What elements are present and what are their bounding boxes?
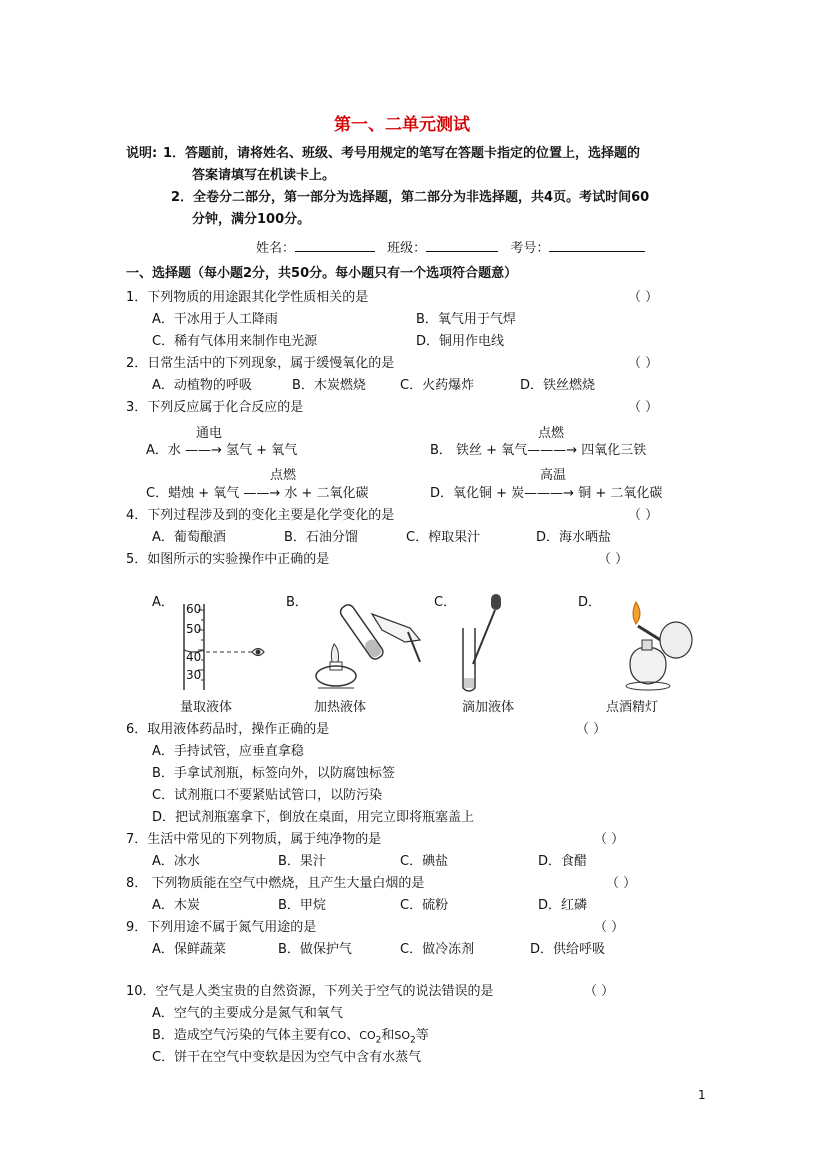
q1-option-c: C．稀有气体用来制作电光源	[152, 334, 318, 349]
q3-option-c: C．蜡烛 + 氧气 ——→ 水 + 二氧化碳	[146, 486, 369, 501]
q1-option-b: B．氧气用于气焊	[416, 312, 516, 327]
q3-d-condition: 高温	[540, 468, 567, 483]
q8-option-a: A．木炭	[152, 898, 200, 913]
answer-bracket-10[interactable]: （ ）	[584, 984, 615, 999]
answer-bracket-9[interactable]: （ ）	[594, 920, 625, 935]
question-6-stem: 6．取用液体药品时，操作正确的是	[126, 722, 330, 737]
q8-option-b: B．甲烷	[278, 898, 326, 913]
q6-option-b: B．手拿试剂瓶，标签向外，以防腐蚀标签	[152, 766, 395, 781]
answer-bracket-8[interactable]: （ ）	[606, 876, 637, 891]
dropper-figure	[455, 592, 505, 696]
q3-option-b: B． 铁丝 + 氧气———→ 四氧化三铁	[430, 443, 647, 458]
q9-option-d: D．供给呼吸	[530, 942, 606, 957]
q7-option-a: A．冰水	[152, 854, 200, 869]
q10-b-and: 和	[381, 1028, 395, 1043]
q3-b-condition: 点燃	[538, 426, 565, 441]
student-info-row	[256, 239, 645, 258]
question-10-stem: 10．空气是人类宝贵的自然资源，下列关于空气的说法错误的是	[126, 984, 494, 999]
question-3-stem: 3．下列反应属于化合反应的是	[126, 400, 304, 415]
q2-option-d: D．铁丝燃烧	[520, 378, 596, 393]
q2-option-b: B．木炭燃烧	[292, 378, 366, 393]
question-9-stem: 9．下列用途不属于氮气用途的是	[126, 920, 317, 935]
q7-option-c: C．碘盐	[400, 854, 449, 869]
question-8-stem: 8． 下列物质能在空气中燃烧，且产生大量白烟的是	[126, 876, 425, 891]
q2-option-c: C．火药爆炸	[400, 378, 475, 393]
q3-a-condition: 通电	[196, 426, 223, 441]
q7-option-b: B．果汁	[278, 854, 326, 869]
q6-option-c: C．试剂瓶口不要紧贴试管口，以防污染	[152, 788, 383, 803]
answer-bracket-4[interactable]: （ ）	[628, 508, 659, 523]
question-4-stem: 4．下列过程涉及到的变化主要是化学变化的是	[126, 508, 395, 523]
q3-option-d: D．氧化铜 + 炭———→ 铜 + 二氧化碳	[430, 486, 663, 501]
class-blank[interactable]	[426, 239, 498, 252]
instruction-1-line2: 答案请填写在机读卡上。	[192, 168, 336, 183]
q10-b-prefix: B．造成空气污染的气体主要有	[152, 1028, 330, 1043]
q2-option-a: A．动植物的呼吸	[152, 378, 252, 393]
q10-b-separator: 、	[346, 1028, 360, 1043]
answer-bracket-1[interactable]: （ ）	[628, 290, 659, 305]
answer-bracket-3[interactable]: （ ）	[628, 400, 659, 415]
q1-option-d: D．铜用作电线	[416, 334, 505, 349]
q5-option-d-letter: D．	[578, 595, 602, 610]
q9-option-a: A．保鲜蔬菜	[152, 942, 226, 957]
q3-c-condition: 点燃	[270, 468, 297, 483]
q10-b-co2-subscript: 2	[375, 1035, 382, 1046]
alcohol-lamp-figure	[600, 596, 700, 696]
question-2-stem: 2．日常生活中的下列现象，属于缓慢氧化的是	[126, 356, 395, 371]
q5-caption-b: 加热液体	[314, 700, 367, 715]
q6-option-d: D．把试剂瓶塞拿下，倒放在桌面，用完立即将瓶塞盖上	[152, 810, 475, 825]
q5-caption-d: 点酒精灯	[606, 700, 659, 715]
q8-option-c: C．硫粉	[400, 898, 449, 913]
name-blank[interactable]	[295, 239, 375, 252]
q4-option-d: D．海水晒盐	[536, 530, 612, 545]
question-7-stem: 7．生活中常见的下列物质，属于纯净物的是	[126, 832, 382, 847]
q4-option-b: B．石油分馏	[284, 530, 358, 545]
instruction-2-line1: 2．全卷分二部分，第一部分为选择题，第二部分为非选择题，共4页。考试时间60	[171, 190, 650, 205]
q5-option-b-letter: B．	[286, 595, 308, 610]
q10-option-c: C．饼干在空气中变软是因为空气中含有水蒸气	[152, 1050, 422, 1065]
q9-option-b: B．做保护气	[278, 942, 352, 957]
instruction-2-line2: 分钟，满分100分。	[192, 212, 311, 227]
q10-option-b	[152, 1028, 429, 1047]
answer-bracket-5[interactable]: （ ）	[598, 552, 629, 567]
number-blank[interactable]	[549, 239, 645, 252]
answer-bracket-6[interactable]: （ ）	[576, 722, 607, 737]
answer-bracket-2[interactable]: （ ）	[628, 356, 659, 371]
q3-option-a: A．水 ——→ 氢气 + 氧气	[146, 443, 298, 458]
heating-liquid-figure	[310, 592, 430, 696]
q7-option-d: D．食醋	[538, 854, 588, 869]
answer-bracket-7[interactable]: （ ）	[594, 832, 625, 847]
cylinder-tick-40: 40	[186, 650, 202, 664]
section-heading: 一、选择题（每小题2分，共50分。每小题只有一个选项符合题意）	[126, 266, 518, 281]
question-5-stem: 5．如图所示的实验操作中正确的是	[126, 552, 330, 567]
q6-option-a: A．手持试管，应垂直拿稳	[152, 744, 304, 759]
q5-caption-c: 滴加液体	[462, 700, 515, 715]
q5-option-a-letter: A．	[152, 595, 174, 610]
question-1-stem: 1．下列物质的用途跟其化学性质相关的是	[126, 290, 369, 305]
cylinder-tick-30: 30	[186, 668, 202, 682]
cylinder-tick-50: 50	[186, 622, 202, 636]
q10-b-co: CO	[329, 1029, 347, 1042]
q10-b-so2-subscript: 2	[410, 1035, 416, 1046]
page-title: 第一、二单元测试	[334, 115, 470, 135]
instruction-1-line1: 1．答题前，请将姓名、班级、考号用规定的笔写在答题卡指定的位置上，选择题的	[163, 146, 641, 161]
q10-b-suffix: 等	[415, 1028, 429, 1043]
number-label: 考号：	[510, 241, 550, 256]
page-number: 1	[698, 1088, 706, 1102]
q5-caption-a: 量取液体	[180, 700, 233, 715]
q1-option-a: A．干冰用于人工降雨	[152, 312, 278, 327]
cylinder-tick-60: 60	[186, 602, 202, 616]
q10-b-so2: SO	[394, 1029, 411, 1042]
q4-option-a: A．葡萄酿酒	[152, 530, 226, 545]
q10-option-a: A．空气的主要成分是氮气和氧气	[152, 1006, 343, 1021]
q4-option-c: C．榨取果汁	[406, 530, 481, 545]
q9-option-c: C．做冷冻剂	[400, 942, 475, 957]
class-label: 班级：	[387, 241, 427, 256]
instructions-prefix: 说明:	[126, 146, 158, 161]
q5-option-c-letter: C．	[434, 595, 457, 610]
name-label: 姓名：	[256, 241, 296, 256]
q10-b-co2: CO	[359, 1029, 376, 1042]
q8-option-d: D．红磷	[538, 898, 588, 913]
